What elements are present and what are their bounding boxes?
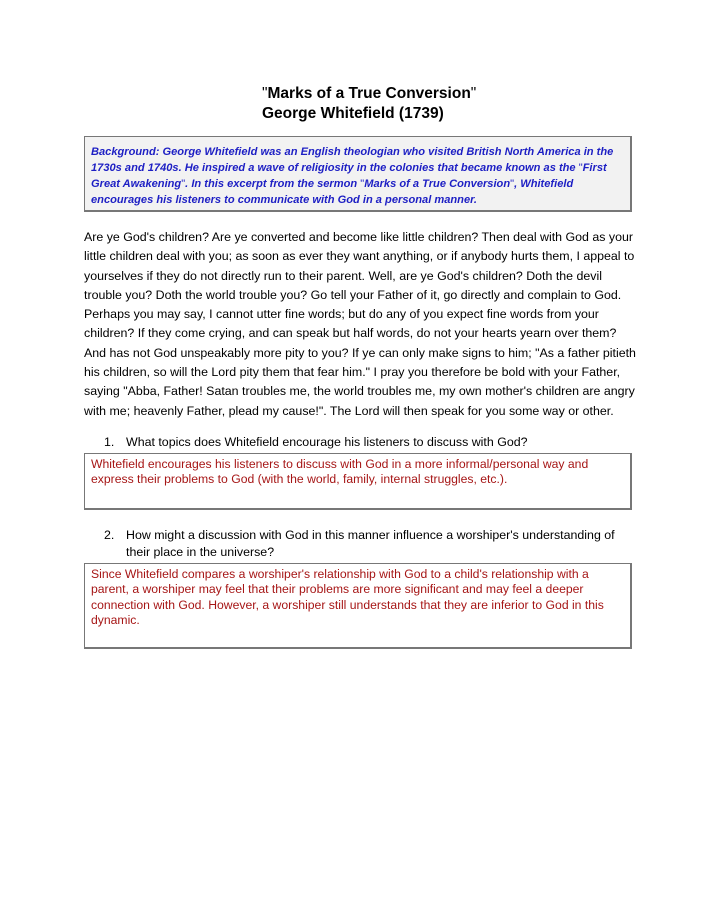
question-number: 2. [104, 528, 115, 542]
answer-box-2[interactable]: Since Whitefield compares a worshiper's relationship with God to a child's relationship with a parent, a worshiper may feel that their problems are more significant and may feel a deeper connection with God. However, a worshiper still understands that they are inferior to God in this dynamic. [84, 563, 632, 649]
sermon-excerpt: Are ye God's children? Are ye converted and become like little children? Then deal with God as your little children deal with you; as soon as ever they want anything, or if anybody hurts them, I appeal to yourselves if they do not directly run to their parent. Well, are ye God's children? Doth the devil trouble you? Doth the world trouble you? Go tell your Father of it, go directly and complain to God. Perhaps you may say, I cannot utter fine words; but do any of you expect fine words from your children? If they come crying, and can speak but half words, do not your hearts yearn over them? And has not God unspeakably more pity to you? If ye can only make signs to him; "As a father pitieth his children, so will the Lord pity them that fear him." I pray you therefore be bold with your Father, saying "Abba, Father! Satan troubles me, the world troubles me, my own mother's children are angry with me; heavenly Father, plead my cause!". The Lord will then speak for you some way or other. [84, 230, 636, 418]
question-number: 1. [104, 435, 115, 449]
question-1 [104, 434, 634, 451]
question-text: How might a discussion with God in this manner influence a worshiper's understanding of their place in the universe? [126, 528, 615, 559]
author-line: George Whitefield (1739) [262, 105, 444, 122]
question-2 [104, 527, 634, 560]
background-box: Background: George Whitefield was an English theologian who visited British North America in the 1730s and 1740s. He inspired a wave of religiosity in the colonies that became known as the "First Great Awakening". In this excerpt from the sermon "Marks of a True Conversion", Whitefield encourages his listeners to communicate with God in a personal manner. [84, 136, 632, 212]
answer-box-1[interactable]: Whitefield encourages his listeners to discuss with God in a more informal/personal way and express their problems to God (with the world, family, internal struggles, etc.). [84, 453, 632, 510]
question-text: What topics does Whitefield encourage his listeners to discuss with God? [126, 435, 528, 449]
document-title [262, 84, 476, 124]
sermon-title: "Marks of a True Conversion" [262, 85, 477, 102]
